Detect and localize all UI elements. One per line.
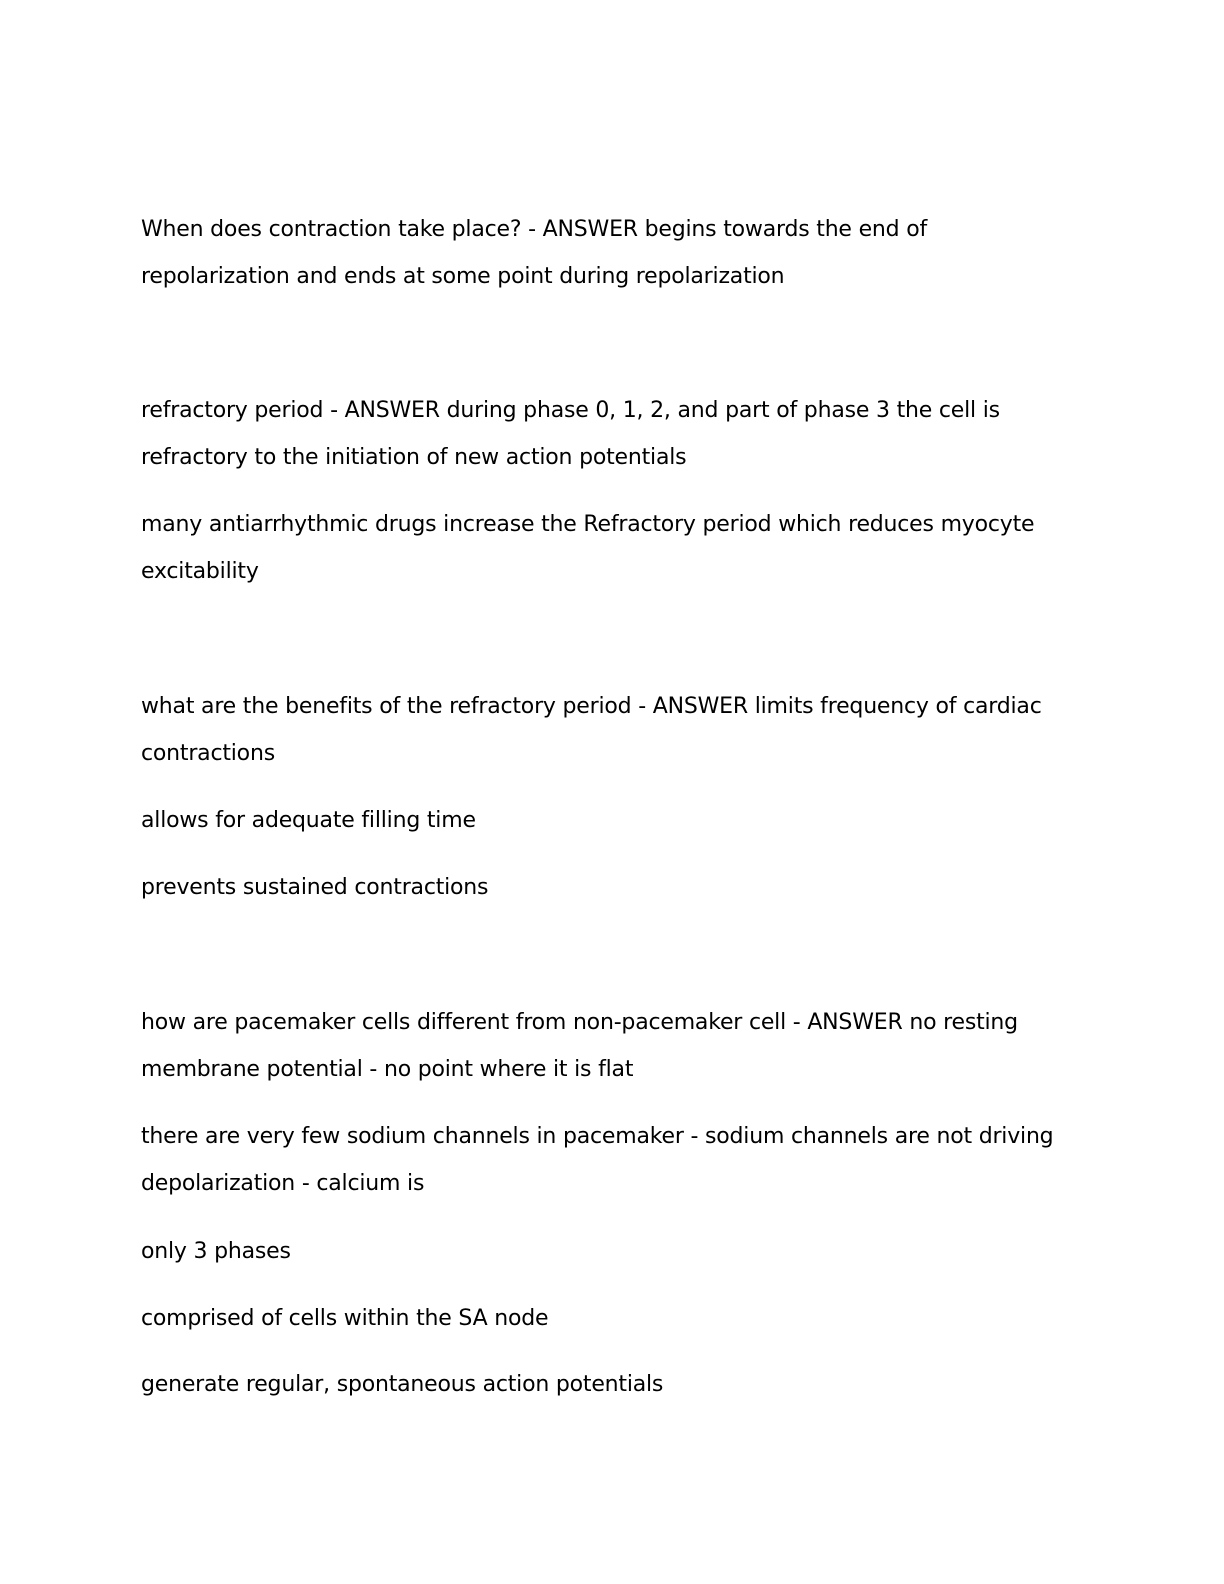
paragraph-contraction-qa xyxy=(141,206,1081,300)
paragraph-sodium-channels-note xyxy=(141,1113,1081,1207)
paragraph-sustained-contractions-note xyxy=(141,864,1081,911)
text-line: refractory to the initiation of new action potentials xyxy=(141,445,687,470)
text-line: what are the benefits of the refractory period - ANSWER limits frequency of cardiac xyxy=(141,694,1042,719)
paragraph-spontaneous-potentials-note xyxy=(141,1361,1081,1408)
text-line: how are pacemaker cells different from non-pacemaker cell - ANSWER no resting xyxy=(141,1010,1018,1035)
text-line: contractions xyxy=(141,741,275,766)
paragraph-refractory-period-qa xyxy=(141,387,1081,481)
text-line: many antiarrhythmic drugs increase the Refractory period which reduces myocyte xyxy=(141,512,1035,537)
text-line: there are very few sodium channels in pacemaker - sodium channels are not driving xyxy=(141,1124,1054,1149)
text-line: only 3 phases xyxy=(141,1239,291,1264)
paragraph-filling-time-note xyxy=(141,797,1081,844)
text-line: repolarization and ends at some point during repolarization xyxy=(141,264,785,289)
paragraph-three-phases-note xyxy=(141,1228,1081,1275)
text-line: When does contraction take place? - ANSWER begins towards the end of xyxy=(141,217,928,242)
text-line: allows for adequate filling time xyxy=(141,808,476,833)
paragraph-refractory-benefits-qa xyxy=(141,683,1081,777)
paragraph-antiarrhythmic-note xyxy=(141,501,1081,595)
text-line: prevents sustained contractions xyxy=(141,875,489,900)
paragraph-pacemaker-cells-qa xyxy=(141,999,1081,1093)
text-line: generate regular, spontaneous action potentials xyxy=(141,1372,664,1397)
paragraph-sa-node-note xyxy=(141,1295,1081,1342)
text-line: membrane potential - no point where it is flat xyxy=(141,1057,634,1082)
text-line: refractory period - ANSWER during phase 0, 1, 2, and part of phase 3 the cell is xyxy=(141,398,1000,423)
text-line: comprised of cells within the SA node xyxy=(141,1306,549,1331)
text-line: depolarization - calcium is xyxy=(141,1171,425,1196)
text-line: excitability xyxy=(141,559,259,584)
